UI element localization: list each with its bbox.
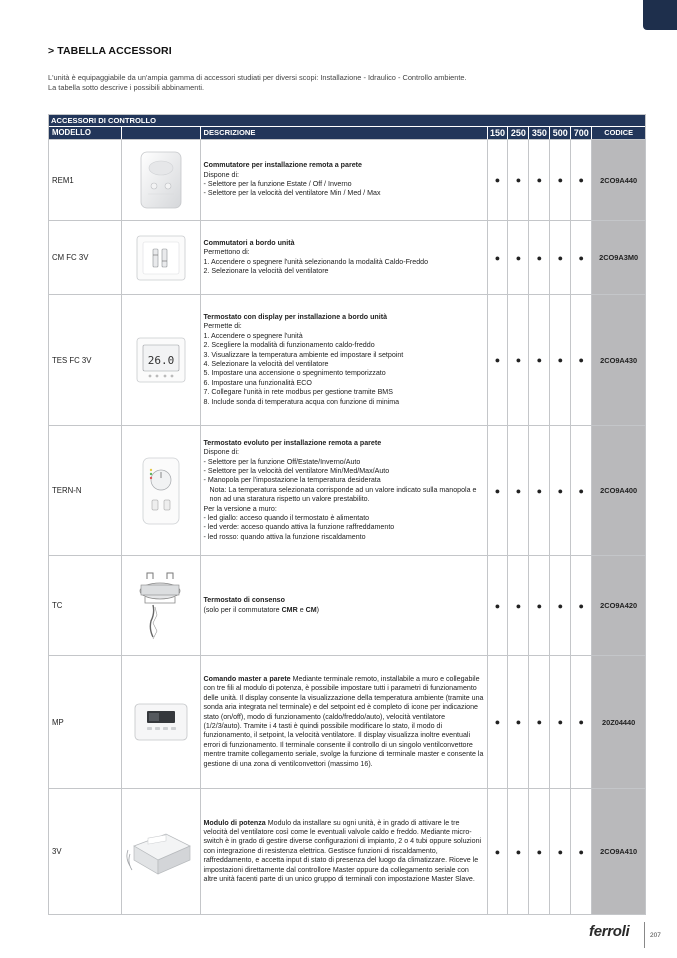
row-image [122,221,201,294]
availability-500: ● [550,789,571,914]
table-row [49,220,645,294]
row-code: 2CO9A440 [592,140,645,220]
availability-350: ● [529,556,550,655]
description-line: - led verde: acceso quando attiva la funzione raffreddamento [203,523,395,532]
description-line: 2. Scegliere la modalità di funzionamento caldo-freddo [203,341,375,350]
description-line [204,606,485,615]
availability-700: ● [571,221,592,294]
availability-500: ● [550,221,571,294]
row-code: 2CO9A420 [592,556,645,655]
row-model: REM1 [49,140,122,220]
description-title: Commutatore per installazione remota a parete [203,161,362,170]
intro-line: La tabella sotto descrive i possibili abbinamenti. [48,83,205,92]
header-code: CODICE [592,127,645,139]
availability-500: ● [550,295,571,425]
availability-500: ● [550,426,571,555]
table-row [49,655,645,788]
availability-700: ● [571,140,592,220]
availability-350: ● [529,426,550,555]
description-note: non ad una staratura rispetto un valore prestabilito. [209,495,370,504]
description-line: - led giallo: acceso quando il termostato è alimentato [203,514,370,523]
row-model: TES FC 3V [49,295,122,425]
description-line: Permette di: [203,322,242,331]
description-title: Termostato di consenso [203,596,285,605]
description-line: 4. Selezionare la velocità del ventilatore [203,360,329,368]
header-size-500: 500 [550,127,571,139]
table-row [49,294,645,425]
row-model: 3V [49,789,122,914]
master-terminal-icon [133,702,189,742]
description-line: - Manopola per l'impostazione la temperatura desiderata [203,476,381,485]
description-line: - Selettore per la velocità del ventilatore Min / Med / Max [203,189,381,198]
corner-tab [643,0,677,30]
table-row [49,788,645,914]
availability-350: ● [529,295,550,425]
availability-700: ● [571,295,592,425]
table-header [49,127,645,139]
header-model: MODELLO [49,127,122,139]
row-description [201,789,488,914]
description-line: - Selettore per la funzione Off/Estate/Inverno/Auto [203,457,361,466]
onboard-switch-icon [136,235,186,281]
availability-150: ● [488,789,509,914]
availability-350: ● [529,140,550,220]
availability-150: ● [488,221,509,294]
availability-250: ● [508,656,529,788]
description-text: Modulo da installare su ogni unità, è in grado di attivare le tre velocità del ventilatore così come le eventuali valvole caldo e freddo. Mediante micro-switch è in grado di gestire diverse configurazioni di impianto, 2 o 4 tubi oppure soluzioni con integrazione di resistenza elettrica. Gestisce funzioni di riscaldamento, raffreddamento, e accetta input di stato di presenza del luogo da climatizzare. Riceve le impostazioni direttamente dal controllore Master oppure da collegamento seriale con altre unità facenti parte di un unico gruppo di terminali con impostazione Master Slave. [203,818,482,884]
description-line: 5. Impostare una accensione o spegnimento temporizzato [203,369,386,378]
header-size-350: 350 [529,127,550,139]
row-description [201,656,488,788]
description-line: 6. Impostare una funzionalità ECO [203,378,312,387]
row-code: 2CO9A3M0 [592,221,645,294]
thermostat-display-value: 26.0 [147,354,174,367]
row-model: TC [49,556,122,655]
header-size-700: 700 [571,127,592,139]
row-image [122,789,201,914]
page-number: 207 [650,932,661,939]
availability-150: ● [488,140,509,220]
row-code: 2CO9A410 [592,789,645,914]
row-description [201,556,488,655]
description-title: Termostato con display per installazione a bordo unità [203,312,388,321]
row-code: 2CO9A430 [592,295,645,425]
description-bold: CMR [281,605,298,614]
description-bold: CM [305,605,317,614]
description-line: 7. Collegare l'unità in rete modbus per gestione tramite BMS [203,388,393,397]
description-text: e [297,605,306,614]
power-module-icon [126,824,196,880]
row-description [201,295,488,425]
display-thermostat-icon [136,337,186,383]
availability-250: ● [508,426,529,555]
accessories-table [48,114,646,915]
row-image [122,656,201,788]
availability-150: ● [488,295,509,425]
availability-700: ● [571,426,592,555]
table-row [49,139,645,220]
table-row [49,555,645,655]
table-row [49,425,645,555]
row-code: 20Z04440 [592,656,645,788]
availability-250: ● [508,556,529,655]
description-line: - Selettore per la funzione Estate / Off / Inverno [203,180,352,188]
description-line: 8. Include sonda di temperatura acqua con funzione di minima [203,397,400,406]
description-line: 3. Visualizzare la temperatura ambiente ed impostare il setpoint [203,350,404,359]
row-description [201,221,488,294]
ferroli-logo: ferroli [589,923,630,940]
description-paragraph [204,675,485,769]
description-line: - led rosso: quando attiva la funzione riscaldamento [203,532,366,541]
description-line: 1. Accendere o spegnere l'unità selezionando la modalità Caldo-Freddo [203,257,429,266]
header-image [122,127,201,139]
description-title: Termostato evoluto per installazione remota a parete [203,438,382,447]
availability-500: ● [550,556,571,655]
description-text: Mediante terminale remoto, installabile a muro e collegabile con tre fili al modulo di potenza, è possibile impostare tutti i parametri di funzionamento delle unità. Il display consente la visualizzazione della temperatura ambiente (tramite una sonda aria integrata nel terminale) e del setpoint ed è completo di icone per indicazione stato (on/off), modo di funzionamento (caldo/freddo/auto), velocità ventilatore (1/2/3/auto). Tramite i 4 tasti è quindi possibile modificare lo stato, il modo di funzionamento, il setpoint, la velocità ventilatore. Il display visualizza inoltre eventuali errori di funzionamento. Il terminale consente il controllo di un singolo ventilconvettore mentre tramite collegamento seriale, svolge la funzione di terminale master e consente la gestione di una zona di ventilconvettori (massimo 16). [203,674,484,768]
availability-350: ● [529,789,550,914]
row-model: CM FC 3V [49,221,122,294]
availability-700: ● [571,656,592,788]
availability-700: ● [571,789,592,914]
row-image [122,140,201,220]
header-description: DESCRIZIONE [201,127,488,139]
availability-700: ● [571,556,592,655]
consent-thermostat-icon [133,569,189,643]
description-title: Commutatori a bordo unità [203,238,295,247]
description-line: Dispone di: [203,170,239,179]
description-line: 1. Accendere o spegnere l'unità [203,331,303,340]
availability-250: ● [508,295,529,425]
availability-350: ● [529,221,550,294]
row-code: 2CO9A400 [592,426,645,555]
row-model: TERN-N [49,426,122,555]
description-paragraph [204,819,485,885]
intro-text [48,73,608,93]
availability-150: ● [488,426,509,555]
description-title: Modulo di potenza [203,818,266,827]
row-description [201,140,488,220]
availability-250: ● [508,789,529,914]
description-line: Permettono di: [203,248,250,257]
row-image [122,556,201,655]
description-line: - Selettore per la velocità del ventilatore Min/Med/Max/Auto [203,466,390,475]
header-size-250: 250 [508,127,529,139]
availability-150: ● [488,656,509,788]
availability-250: ● [508,221,529,294]
table-title: ACCESSORI DI CONTROLLO [49,115,645,127]
description-line: 2. Selezionare la velocità del ventilatore [203,266,329,275]
row-image [122,426,201,555]
description-line: Per la versione a muro: [203,504,277,513]
description-title: Comando master a parete [203,674,291,683]
footer-divider [644,922,645,948]
description-text: (solo per il commutatore [203,605,282,614]
row-model: MP [49,656,122,788]
description-text: ) [316,605,320,614]
dial-thermostat-icon [139,456,183,526]
row-description [201,426,488,555]
header-size-150: 150 [488,127,509,139]
description-note: Nota: La temperatura selezionata corrisponde ad un valore indicato sulla manopola e [209,485,477,494]
section-title: > TABELLA ACCESSORI [48,45,172,57]
availability-250: ● [508,140,529,220]
availability-350: ● [529,656,550,788]
availability-500: ● [550,656,571,788]
wall-remote-icon [138,150,184,210]
description-line: Dispone di: [203,448,239,457]
row-image [122,295,201,425]
intro-line: L'unità è equipaggiabile da un'ampia gamma di accessori studiati per diversi scopi: Installazione - Idraulico - Controllo ambiente. [48,73,467,82]
availability-150: ● [488,556,509,655]
availability-500: ● [550,140,571,220]
